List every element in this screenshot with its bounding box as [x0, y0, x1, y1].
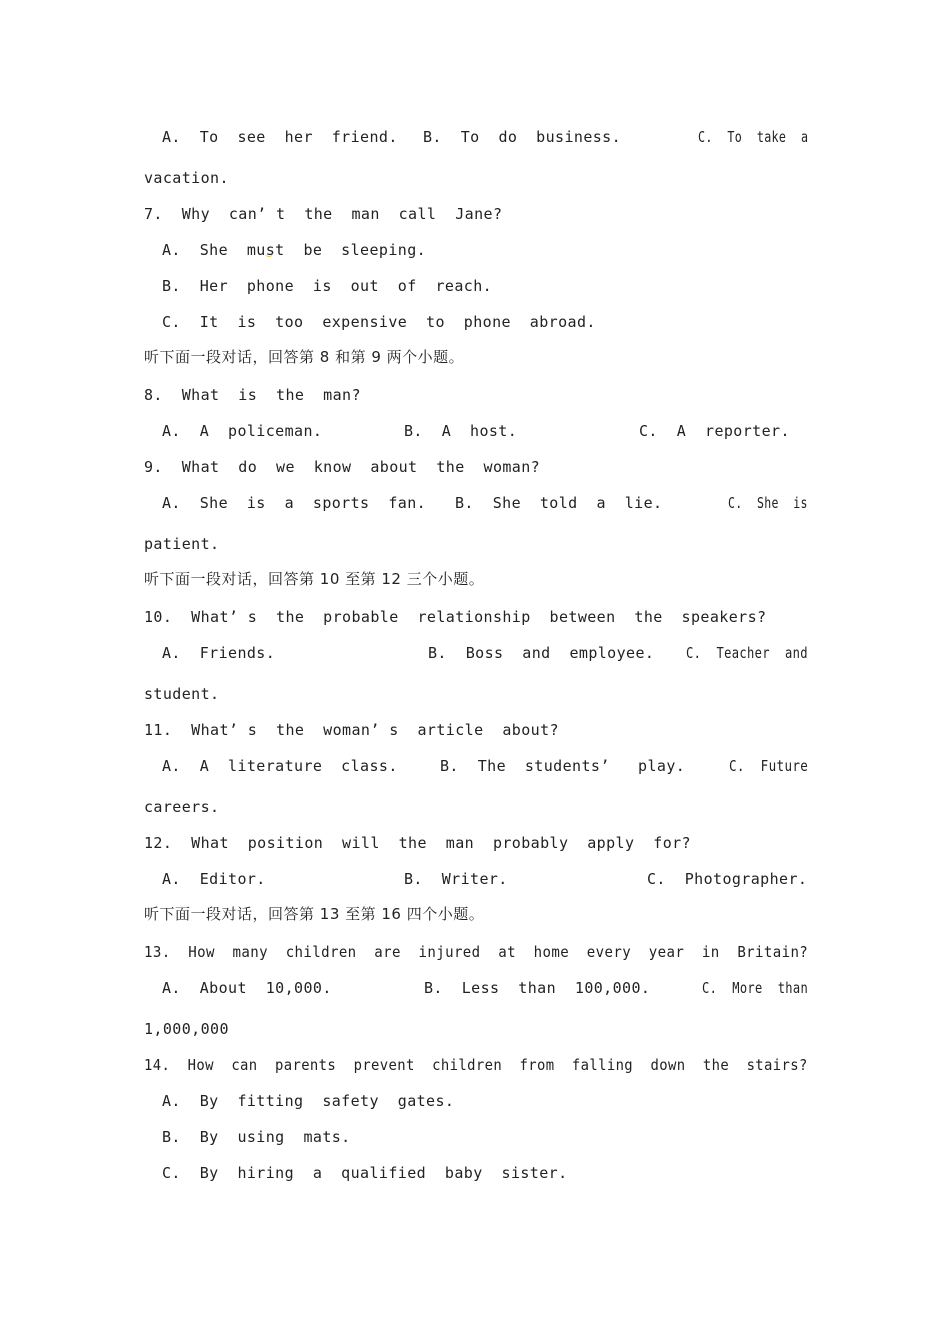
q14-stem: 14. How can parents prevent children from falling down the stairs?	[144, 1056, 808, 1074]
q10-option-c: C. Teacher and	[686, 644, 808, 662]
q11-option-b: B. The students’ play.	[440, 757, 686, 775]
q12-option-b: B. Writer.	[404, 870, 508, 888]
q6-option-b: B. To do business.	[423, 128, 622, 146]
q11-option-c: C. Future	[729, 757, 809, 775]
q6-option-a: A. To see her friend.	[162, 128, 398, 146]
q11-stem: 11. What’ s the woman’ s article about?	[144, 721, 559, 739]
q14-option-a: A. By fitting safety gates.	[162, 1092, 455, 1110]
q6-option-c: C. To take a	[698, 128, 809, 146]
section-heading-10-12: 听下面一段对话，回答第 10 至第 12 三个小题。	[144, 570, 485, 588]
q13-stem: 13. How many children are injured at home every year in Britain?	[144, 943, 809, 961]
q8-option-b: B. A host.	[404, 422, 518, 440]
q8-option-c: C. A reporter.	[639, 422, 790, 440]
q7-option-c: C. It is too expensive to phone abroad.	[162, 313, 596, 331]
q10-option-b: B. Boss and employee.	[428, 644, 655, 662]
q14-option-c: C. By hiring a qualified baby sister.	[162, 1164, 568, 1182]
section-heading-13-16: 听下面一段对话，回答第 13 至第 16 四个小题。	[144, 905, 485, 923]
q8-stem: 8. What is the man?	[144, 386, 361, 404]
q10-option-a: A. Friends.	[162, 644, 276, 662]
q12-option-a: A. Editor.	[162, 870, 266, 888]
q12-stem: 12. What position will the man probably apply for?	[144, 834, 691, 852]
section-heading-8-9: 听下面一段对话，回答第 8 和第 9 两个小题。	[144, 348, 465, 366]
q12-option-c: C. Photographer.	[647, 870, 808, 888]
q7-option-a: A. She must be sleeping.	[162, 241, 427, 259]
q9-option-c: C. She is	[728, 494, 808, 512]
q13-option-b: B. Less than 100,000.	[424, 979, 651, 997]
q9-option-b: B. She told a lie.	[455, 494, 663, 512]
q7-option-b: B. Her phone is out of reach.	[162, 277, 493, 295]
q11-option-c-continued: careers.	[144, 798, 220, 816]
q9-option-a: A. She is a sports fan.	[162, 494, 427, 512]
q13-option-a: A. About 10,000.	[162, 979, 332, 997]
q6-option-c-continued: vacation.	[144, 169, 229, 187]
q10-stem: 10. What’ s the probable relationship between the speakers?	[144, 608, 767, 626]
q13-option-c: C. More than	[702, 979, 809, 997]
q9-stem: 9. What do we know about the woman?	[144, 458, 541, 476]
q11-option-a: A. A literature class.	[162, 757, 398, 775]
q14-option-b: B. By using mats.	[162, 1128, 351, 1146]
q13-option-c-continued: 1,000,000	[144, 1020, 229, 1038]
q7-stem: 7. Why can’ t the man call Jane?	[144, 205, 503, 223]
q10-option-c-continued: student.	[144, 685, 220, 703]
q8-option-a: A. A policeman.	[162, 422, 323, 440]
q9-option-c-continued: patient.	[144, 535, 220, 553]
